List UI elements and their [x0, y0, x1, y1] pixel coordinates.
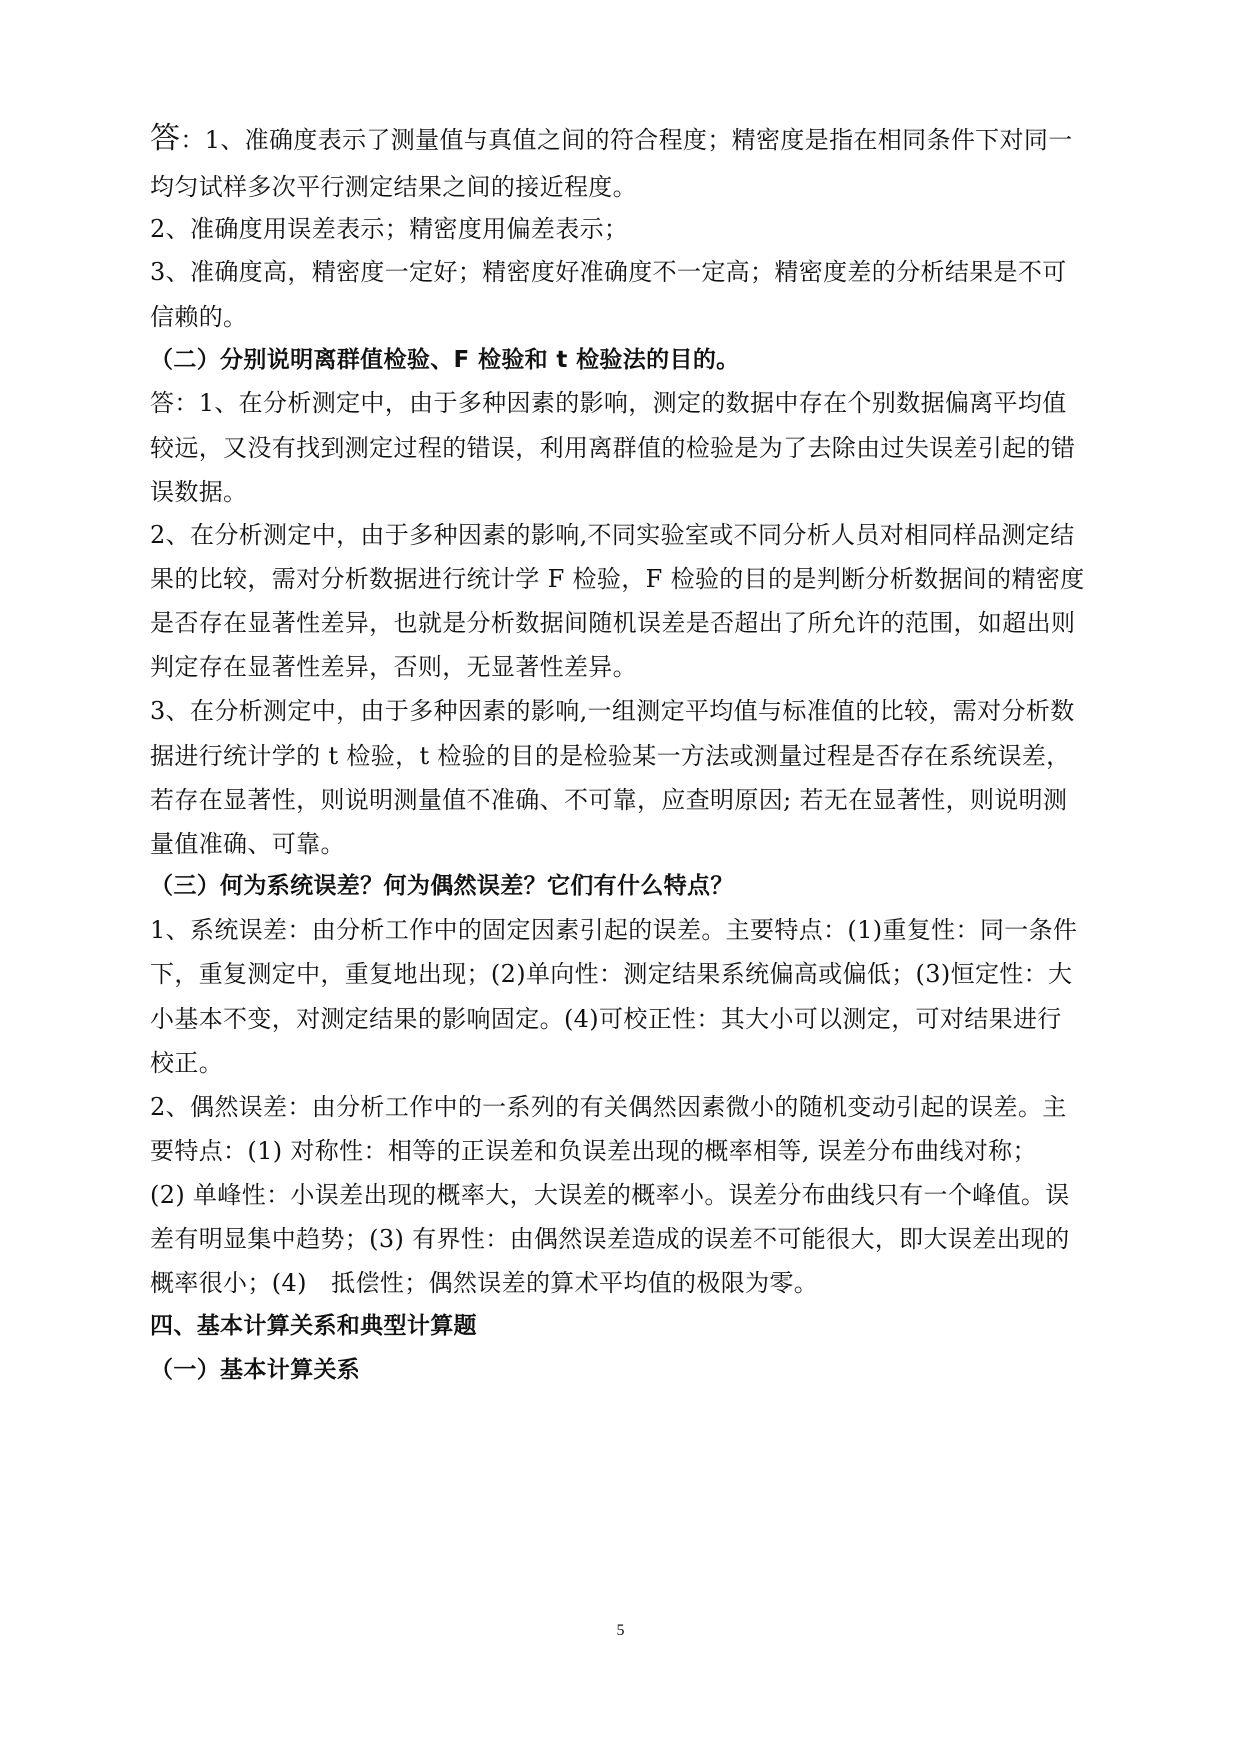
text-line: 差有明显集中趋势；(3) 有界性：由偶然误差造成的误差不可能很大，即大误差出现的 [150, 1225, 1070, 1253]
answer-prefix: 答 [150, 121, 181, 156]
text-line: 据进行统计学的 t 检验，t 检验的目的是检验某一方法或测量过程是否存在系统误差， [150, 742, 1071, 770]
text-line: 若存在显著性，则说明测量值不准确、不可靠，应查明原因; 若无在显著性，则说明测 [150, 786, 1068, 814]
section-heading: （一）基本计算关系 [150, 1357, 361, 1383]
text-line: 1、系统误差：由分析工作中的固定因素引起的误差。主要特点：(1)重复性：同一条件 [150, 916, 1078, 944]
text-line: 概率很小；(4) 抵偿性；偶然误差的算术平均值的极限为零。 [150, 1269, 819, 1297]
text-line: 量值准确、可靠。 [150, 830, 345, 858]
text-line: 误数据。 [150, 478, 248, 506]
text-line: 是否存在显著性差异，也就是分析数据间随机误差是否超出了所允许的范围，如超出则 [150, 609, 1076, 637]
text-line: 校正。 [150, 1049, 224, 1077]
section-heading: （三）何为系统误差？何为偶然误差？它们有什么特点？ [150, 873, 734, 899]
text-line: 2、准确度用误差表示；精密度用偏差表示； [150, 215, 629, 243]
text-line: 3、准确度高，精密度一定好；精密度好准确度不一定高；精密度差的分析结果是不可 [150, 258, 1067, 286]
text-line: 2、偶然误差：由分析工作中的一系列的有关偶然因素微小的随机变动引起的误差。主 [150, 1093, 1067, 1121]
text-line: 较远，又没有找到测定过程的错误，利用离群值的检验是为了去除由过失误差引起的错 [150, 434, 1076, 462]
text-line: 小基本不变，对测定结果的影响固定。(4)可校正性：其大小可以测定，可对结果进行 [150, 1005, 1062, 1033]
text-line: 答：1、在分析测定中，由于多种因素的影响，测定的数据中存在个别数据偏离平均值 [150, 389, 1067, 417]
text-line: (2) 单峰性：小误差出现的概率大，大误差的概率小。误差分布曲线只有一个峰值。误 [150, 1181, 1070, 1209]
page-number: 5 [616, 1622, 625, 1639]
text-line: 2、在分析测定中，由于多种因素的影响,不同实验室或不同分析人员对相同样品测定结 [150, 521, 1075, 549]
section-heading: （二）分别说明离群值检验、F 检验和 t 检验法的目的。 [150, 347, 740, 373]
answer-text: ：1、准确度表示了测量值与真值之间的符合程度；精密度是指在相同条件下对同一 [180, 126, 1073, 154]
text-line: 信赖的。 [150, 303, 248, 331]
text-line: 均匀试样多次平行测定结果之间的接近程度。 [150, 173, 637, 201]
text-line: 果的比较，需对分析数据进行统计学 F 检验，F 检验的目的是判断分析数据间的精密度 [150, 565, 1085, 593]
text-line: 3、在分析测定中，由于多种因素的影响,一组测定平均值与标准值的比较，需对分析数 [150, 697, 1075, 725]
text-line: 要特点：(1) 对称性：相等的正误差和负误差出现的概率相等, 误差分布曲线对称； [150, 1137, 1037, 1165]
answer-line [150, 122, 1100, 157]
chapter-heading: 四、基本计算关系和典型计算题 [150, 1313, 477, 1339]
text-line: 判定存在显著性差异，否则，无显著性差异。 [150, 653, 637, 681]
text-line: 下，重复测定中，重复地出现；(2)单向性：测定结果系统偏高或偏低；(3)恒定性：大 [150, 960, 1073, 988]
